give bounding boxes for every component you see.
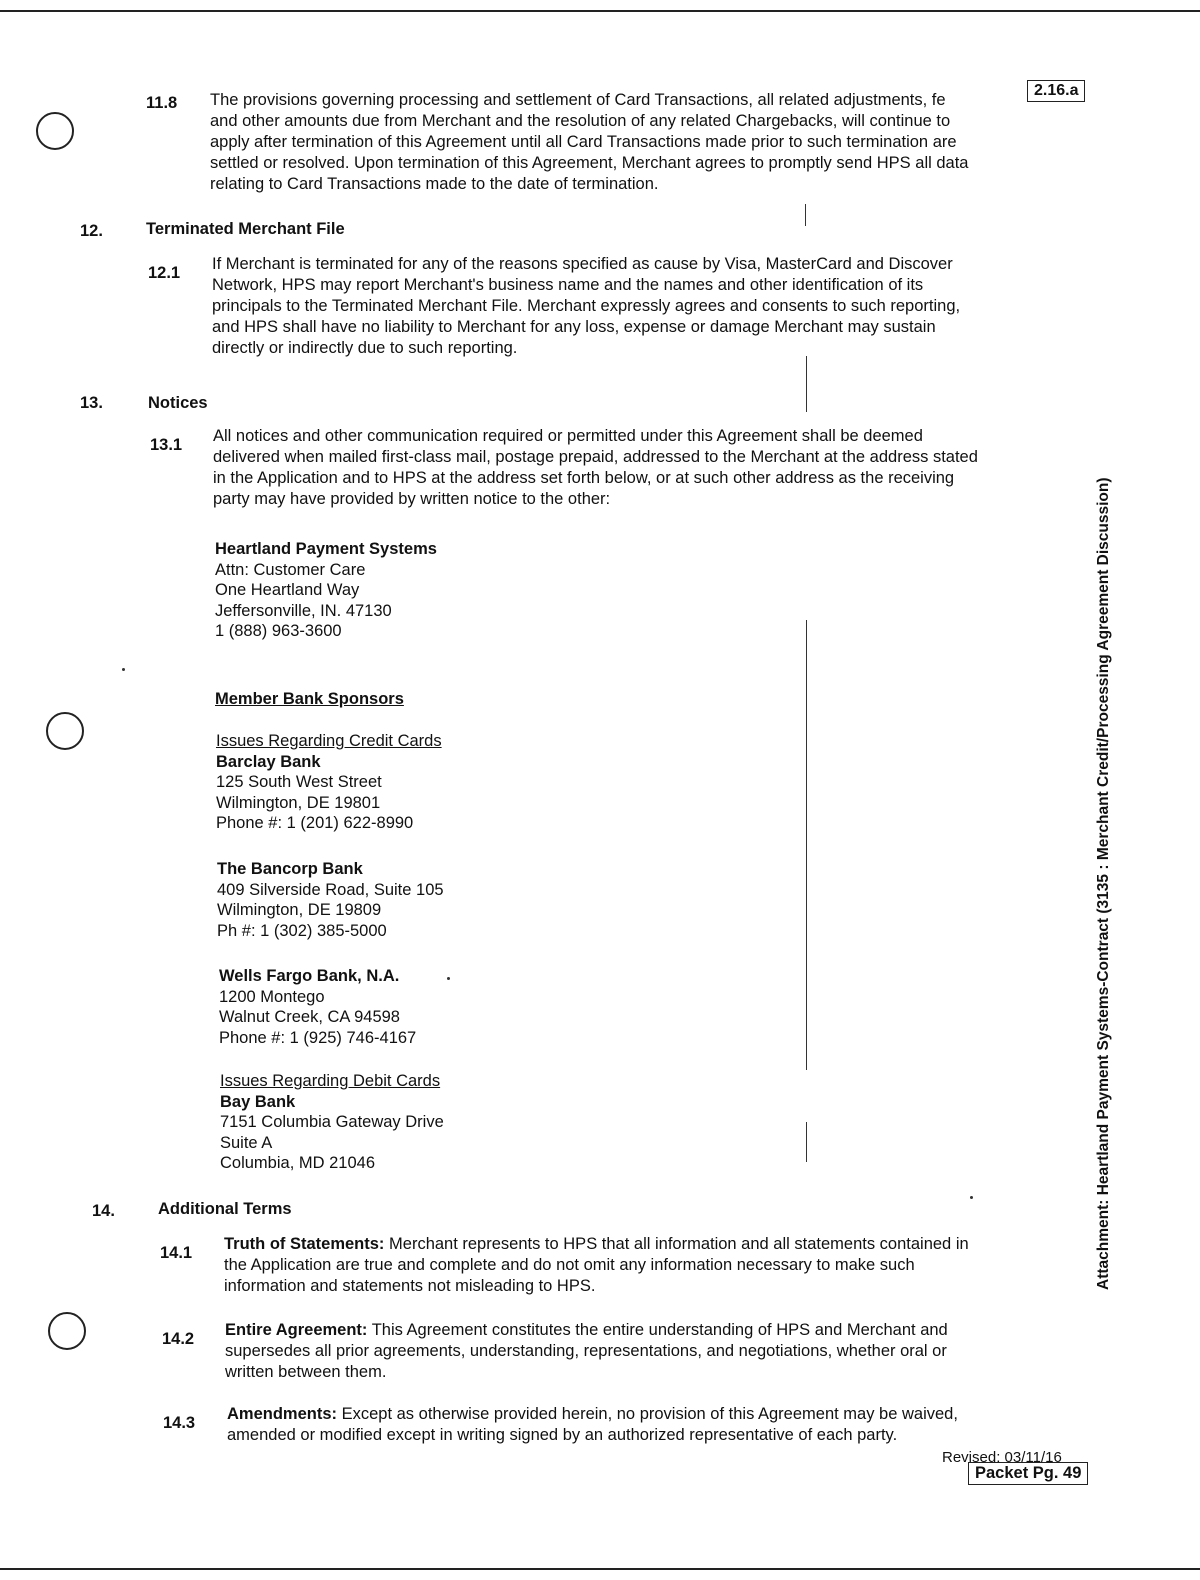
section-13-1-number: 13.1 [150,436,183,454]
credit-cards-heading: Issues Regarding Credit Cards [216,732,442,750]
wells-fargo-name: Wells Fargo Bank, N.A. [219,967,400,985]
hps-address: Heartland Payment Systems Attn: Customer Care One Heartland Way Jeffersonville, IN. 47130 1 (888) 963-3600 [215,540,437,640]
bancorp-name: The Bancorp Bank [217,860,363,878]
punch-hole-top [36,112,74,150]
punch-hole-middle [46,712,84,750]
section-13-title: Notices [148,394,208,412]
section-11-8-number: 11.8 [146,94,178,112]
scan-line [806,1122,807,1162]
barclay-address: Issues Regarding Credit Cards Barclay Bank 125 South West Street Wilmington, DE 19801 Phone #: 1 (201) 622-8990 [216,732,442,832]
revised-date: Revised: 03/11/16 [942,1449,1062,1466]
scan-speck [970,1196,973,1199]
barclay-name: Barclay Bank [216,752,321,771]
attachment-stamp: 2.16.a [1027,80,1085,102]
scan-speck [447,977,450,980]
section-13-number: 13. [80,394,103,412]
hps-name: Heartland Payment Systems [215,540,437,558]
punch-hole-bottom [48,1312,86,1350]
scan-line [806,356,807,412]
packet-page-stamp: Packet Pg. 49 [968,1462,1088,1485]
scan-line [805,204,806,226]
section-14-2-number: 14.2 [162,1330,195,1348]
bancorp-address: The Bancorp Bank 409 Silverside Road, Suite 105 Wilmington, DE 19809 Ph #: 1 (302) 385-5000 [217,860,444,940]
section-14-1-text: Truth of Statements: Merchant represents to HPS that all information and all statements contained in the Application are true and complete and do not omit any information necessary to make such information and statements not misleading to HPS. [224,1235,969,1295]
side-attachment-text: Attachment: Heartland Payment Systems-Contract (3135 : Merchant Credit/Processing Agreement Discussion) [1095,477,1112,1290]
member-bank-sponsors-heading: Member Bank Sponsors [215,690,404,708]
section-12-1-number: 12.1 [148,264,181,282]
section-14-1-number: 14.1 [160,1244,193,1262]
top-rule [0,10,1200,12]
section-14-2-text: Entire Agreement: This Agreement constitutes the entire understanding of HPS and Merchant and supersedes all prior agreements, understanding, representations, and negotiations, whether oral or written between them. [225,1321,948,1381]
section-12-title: Terminated Merchant File [146,220,345,238]
section-12-number: 12. [80,222,103,240]
scan-speck [122,668,125,671]
section-14-title: Additional Terms [158,1200,292,1218]
section-13-1-text: All notices and other communication required or permitted under this Agreement shall be deemed delivered when mailed first-class mail, postage prepaid, addressed to the Merchant at the address stated in the Application and to HPS at the address set forth below, or at such other address as the receiving party may have provided by written notice to the other: [213,427,978,508]
bay-bank-name: Bay Bank [220,1092,296,1111]
section-14-3-number: 14.3 [163,1414,196,1432]
scan-line [806,620,807,1070]
wells-fargo-address: Wells Fargo Bank, N.A. 1200 Montego Walnut Creek, CA 94598 Phone #: 1 (925) 746-4167 [219,967,417,1047]
bottom-rule [0,1568,1200,1570]
section-14-3-text: Amendments: Except as otherwise provided herein, no provision of this Agreement may be waived, amended or modified except in writing signed by an authorized representative of each party. [227,1405,958,1444]
section-11-8-text: The provisions governing processing and settlement of Card Transactions, all related adjustments, fe and other amounts due from Merchant and the resolution of any related Chargebacks, will continue to apply after termination of this Agreement until all Card Transactions made prior to such termination are settled or resolved. Upon termination of this Agreement, Merchant agrees to promptly send HPS all data relating to Card Transactions made to the date of termination. [210,91,969,193]
section-12-1-text: If Merchant is terminated for any of the reasons specified as cause by Visa, MasterCard and Discover Network, HPS may report Merchant's business name and the names and other identification of its principals to the Terminated Merchant File. Merchant expressly agrees and consents to such reporting, and HPS shall have no liability to Merchant for any loss, expense or damage Merchant may sustain directly or indirectly due to such reporting. [212,255,961,357]
section-14-number: 14. [92,1202,115,1220]
bay-bank-address: Issues Regarding Debit Cards Bay Bank 7151 Columbia Gateway Drive Suite A Columbia, MD 21046 [220,1072,444,1172]
debit-cards-heading: Issues Regarding Debit Cards [220,1072,441,1090]
